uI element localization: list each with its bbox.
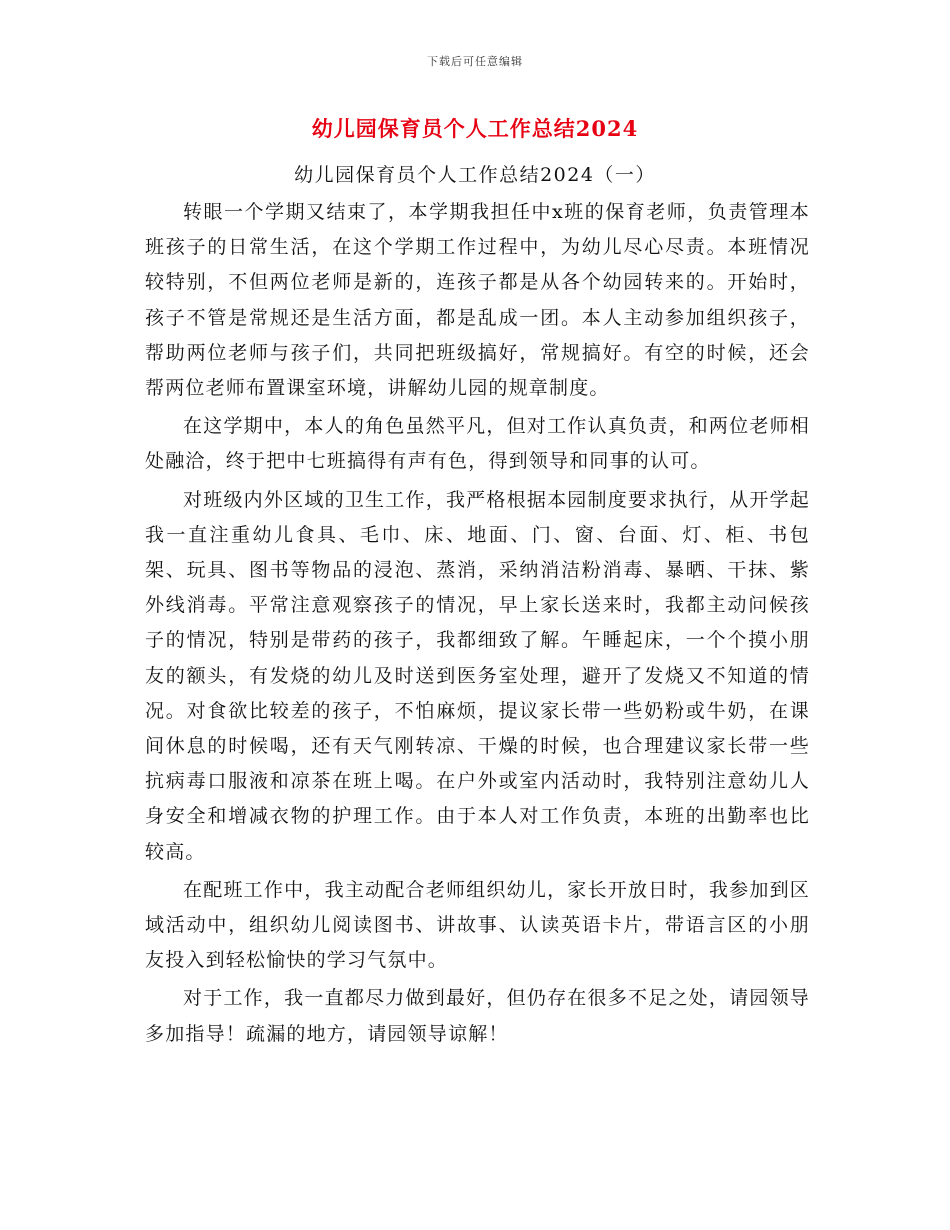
paragraph-5: 对于工作，我一直都尽力做到最好，但仍存在很多不足之处，请园领导多加指导！疏漏的地方，请园领导谅解！ [145, 987, 810, 1045]
paragraph-3: 对班级内外区域的卫生工作，我严格根据本园制度要求执行，从开学起我一直注重幼儿食具、毛巾、床、地面、门、窗、台面、灯、柜、书包架、玩具、图书等物品的浸泡、蒸消，采纳消洁粉消毒、暴晒、干抹、紫外线消毒。平常注意观察孩子的情况，早上家长送来时，我都主动问候孩子的情况，特别是带药的孩子，我都细致了解。午睡起床，一个个摸小朋友的额头，有发烧的幼儿及时送到医务室处理，避开了发烧又不知道的情况。对食欲比较差的孩子，不怕麻烦，提议家长带一些奶粉或牛奶，在课间休息的时候喝，还有天气刚转凉、干燥的时候，也合理建议家长带一些抗病毒口服液和凉茶在班上喝。在户外或室内活动时，我特别注意幼儿人身安全和增减衣物的护理工作。由于本人对工作负责，本班的出勤率也比较高。 [145, 488, 810, 863]
document-body [145, 195, 810, 1052]
paragraph-1: 转眼一个学期又结束了，本学期我担任中x班的保育老师，负责管理本班孩子的日常生活，在这个学期工作过程中，为幼儿尽心尽责。本班情况较特别，不但两位老师是新的，连孩子都是从各个幼园转来的。开始时，孩子不管是常规还是生活方面，都是乱成一团。本人主动参加组织孩子，帮助两位老师与孩子们，共同把班级搞好，常规搞好。有空的时候，还会帮两位老师布置课室环境，讲解幼儿园的规章制度。 [145, 201, 810, 400]
paragraph-4: 在配班工作中，我主动配合老师组织幼儿，家长开放日时，我参加到区域活动中，组织幼儿阅读图书、讲故事、认读英语卡片，带语言区的小朋友投入到轻松愉快的学习气氛中。 [145, 878, 810, 972]
document-subtitle: 幼儿园保育员个人工作总结2024（一） [294, 164, 656, 186]
paragraph-2: 在这学期中，本人的角色虽然平凡，但对工作认真负责，和两位老师相处融洽，终于把中七班搞得有声有色，得到领导和同事的认可。 [145, 415, 810, 473]
document-title: 幼儿园保育员个人工作总结2024 [311, 116, 639, 141]
header-note: 下载后可任意编辑 [427, 55, 523, 68]
